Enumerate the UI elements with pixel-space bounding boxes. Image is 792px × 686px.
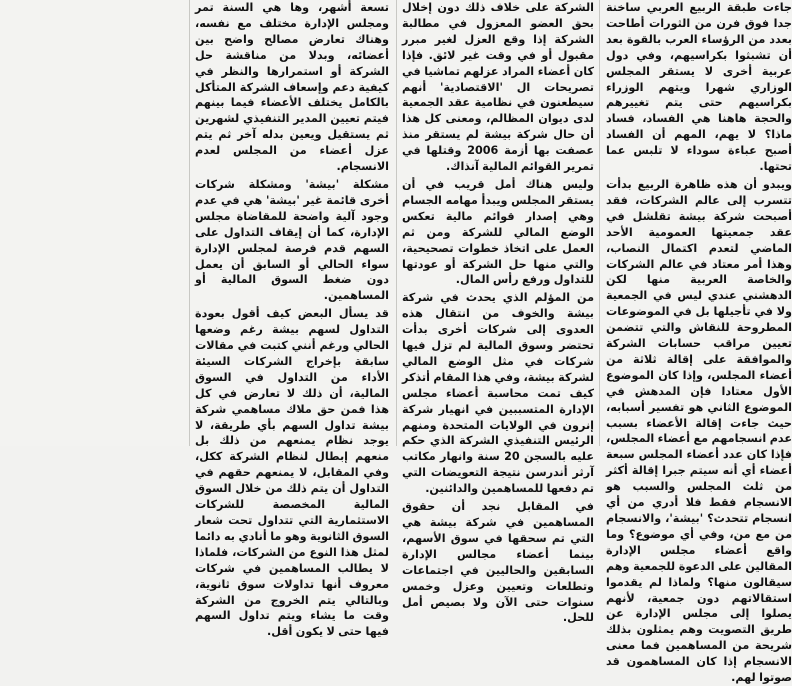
paragraph: تسعة أشهر، وها هي السنة تمر ومجلس الإدارة مختلف مع نفسه، وهناك تعارض مصالح واضح بين أعضائه، وبدلا من مناقشة حل الشركة أو استمرارها والنظر في كيفية دعم وإسعاف الشركة المتأكل بالكامل يختلف الأعضاء فيما بينهم فيتم تعيين المدير التنفيذي لشهرين ثم يستقيل ويعين بدله آخر ثم يتم عزل أعضاء من المجلس لعدم الانسجام. [195,1,389,174]
paragraph: مشكلة 'بيشة' ومشكلة شركات أخرى قائمة غير 'بيشة' هي في عدم وجود آلية واضحة للمقاضاة مجلس الإدارة، كما أن إيقاف التداول على السهم قدم فرصة لمجلس الإدارة سواء الحالي أو السابق أن يعمل دون ضغط السوق المالية أو المساهمين. [195,177,389,303]
column-mid-left [195,0,389,639]
column-right [606,0,792,685]
column-text [606,0,792,686]
paragraph: جاءت طبقة الربيع العربي ساخنة جدا فوق فرن من الثورات أطاحت بعدد من الرؤساء العرب بالقوة بعد أن تشبثوا بكراسيهم، وفي دول عربية أخرى لا يستقر المجلس الوزاري شهرا ويتهم الوزراء بكراسيهم حتى يتم تغييرهم والحجة هاهنا هي الفساد، فساد ماذا؟ لا يهم، المهم أن الفساد أصبح عباءة سوداء لا تلبس عما تحتها. [606,1,792,174]
column-text [402,0,594,626]
column-left [0,0,182,446]
paragraph: الشركة على خلاف ذلك دون إخلال بحق العضو المعزول في مطالبة الشركة إذا وقع العزل لغير مبرر مقبول أو في وقت غير لائق. فإذا كان أعضاء المراد عزلهم تماشيا في تصريحات ال 'الاقتصادية' أنهم سيطعنون في نظامية عقد الجمعية لدى ديوان المظالم، ومعنى كل هذا أن حال شركة بيشة لم يستقر منذ عصفت بها أزمة 2006 وقتلها في تمرير القوائم المالية آنذاك. [402,1,594,174]
paragraph: ويبدو أن هذه ظاهرة الربيع بدأت تتسرب إلى عالم الشركات، فقد أصبحت شركة بيشة تقلشل في عقد جمعيتها العمومية الأحد الماضي لتعدم اكتمال النصاب، وهذا أمر معتاد في عالم الشركات والخاصة العربية منها لكن الدهشني عندي ليس في الجمعية ولا في تأجيلها بل في الموضوعات المطروحة للنقاش والتي تتضمن تعيين مراقب حسابات الشركة والموافقة على إقالة ثلاثة من أعضاء المجلس، وإذا كان الموضوع الأول معتادا فإن المدهش في الموضوع الثاني هو تفسير أسبابه، حيث جاءت إقالة الأعضاء بسبب عدم انسجامهم مع أعضاء المجلس، فإذا كان عدد أعضاء المجلس سبعة أعضاء أي أنه سيتم جبرا إقالة أكثر من ثلث المجلس والسبب هو الانسجام فقط فلا أدري من أي انسجام تتحدث؟ 'بيشة'، والانسجام من مع من، وفي أي موضوع؟ وما واقع أعضاء مجلس الإدارة المقالين على الدعوة للجمعية وهم سيقالون منها؟ ولماذا لم يقدموا استقالاتهم دون جمعية، لأنهم يصلوا إلى مجلس الإدارة عن طريق التصويت وهم يمثلون بذلك شريحة من المساهمين فما معنى الانسجام إذا كان المساهمون قد صوتوا لهم. [606,177,792,685]
column-divider [396,0,397,446]
paragraph: في المقابل نجد أن حقوق المساهمين في شركة بيشة هي التي تم سحقها في سوق الأسهم، بينما أعضاء مجالس الإدارة السابقين والحاليين في اجتماعات وتطلعات وتعيين وعزل وخمس سنوات حتى الآن ولا بصيص أمل للحل. [402,500,594,625]
column-mid-right [402,0,594,625]
column-text [195,0,389,640]
paragraph: قد يسأل البعض كيف أقول بعودة التداول لسهم بيشة رغم وضعها الحالي ورغم أنني كتبت في مقالات سابقة بإخراج الشركات السيئة الأداء من التداول في السوق المالية، أن ذلك لا تعارض في كل هذا فمن حق ملاك مساهمي شركة بيشة تداول السهم بأي طريقة، لا يوجد نظام يمنعهم من ذلك بل منعهم إبطال لنظام الشركة ككل، وفي المقابل، لا يمنعهم حقهم في التداول أن يتم ذلك من خلال السوق المالية المخصصة للشركات الاستثمارية التي تتداول تحت شعار السوق الثانوية وهو ما أنادي به دائما لمثل هذا النوع من الشركات، فلماذا لا يطالب المساهمين في شركات معروف أنها تداولات سوق ثانوية، وبالتالي يتم الخروج من الشركة وقت ما يشاء ويتم تداول السهم فيها حتى لا يكون أقل. [195,307,389,639]
paragraph: من المؤلم الذي يحدث في شركة بيشة والخوف من انتقال هذه العدوى إلى شركات أخرى بدأت تحتضر وسوق المالية لم تزل فيها شركات في مثل الوضع المالي لشركة بيشة، وفي هذا المقام أتذكر كيف تمت محاسبة أعضاء مجلس الإدارة المتسببين في انهيار شركة إنرون في الولايات المتحدة ومنهم الرئيس التنفيذي الشركة الذي حكم عليه بالسجن 20 سنة وانهار مكاتب آرثر أندرسن نتيجة التعويضات التي تم دفعها للمساهمين والدائنين. [402,291,594,496]
paragraph: وليس هناك أمل قريب في أن يستقر المجلس ويبدأ مهامه الجسام وهي إصدار قوائم مالية تعكس الوضع المالي للشركة ومن ثم العمل على اتخاذ خطوات تصحيحية، والتي منها حل الشركة أو عودتها للتداول ورفع رأس المال. [402,177,594,287]
column-divider [189,0,190,446]
column-divider [599,0,600,446]
